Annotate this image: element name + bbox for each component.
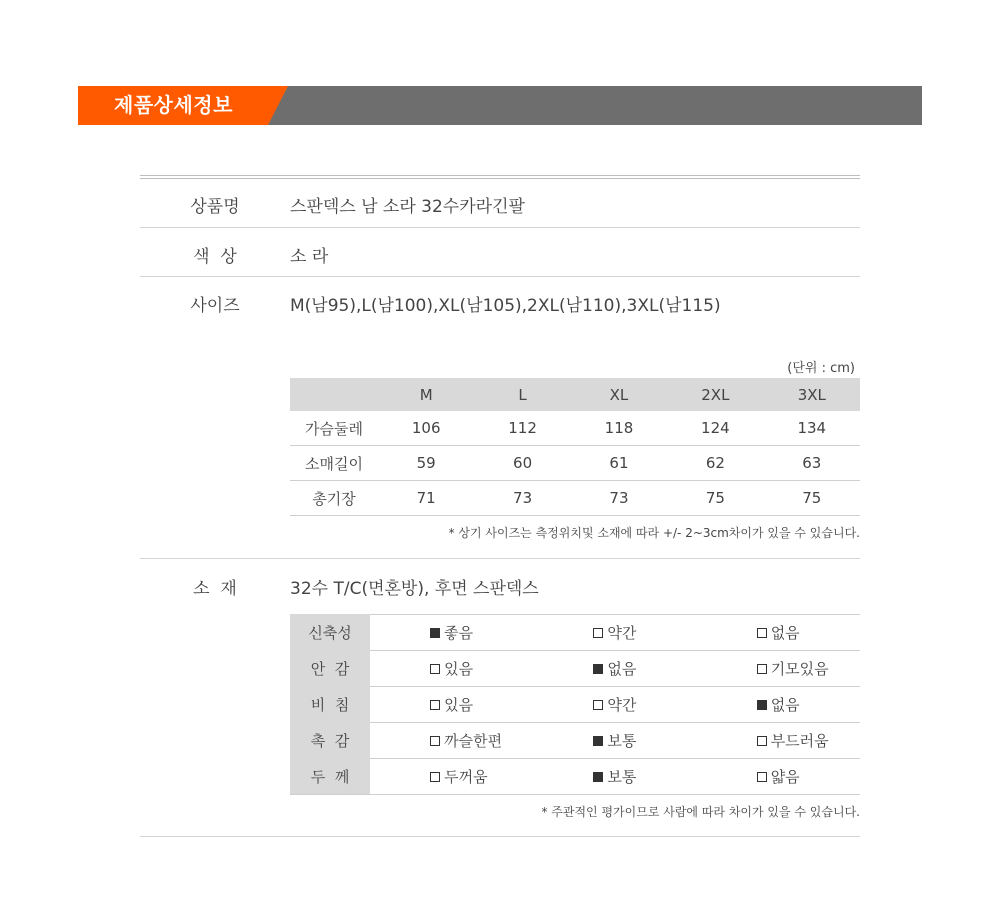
size-cell: 75 — [764, 481, 860, 516]
divider — [140, 558, 860, 559]
checkbox-empty-icon — [757, 736, 767, 746]
size-cell: 61 — [571, 446, 667, 481]
option-label: 보통 — [607, 732, 637, 750]
size-cell: 73 — [474, 481, 570, 516]
table-row — [290, 481, 860, 516]
size-col-header: XL — [571, 378, 667, 411]
size-cell: 106 — [378, 411, 474, 446]
table-row — [290, 759, 860, 795]
size-cell: 118 — [571, 411, 667, 446]
table-row — [290, 446, 860, 481]
checkbox-filled-icon — [593, 664, 603, 674]
fabric-option — [533, 759, 696, 795]
size-cell: 63 — [764, 446, 860, 481]
fabric-option — [697, 759, 860, 795]
fabric-option — [370, 759, 533, 795]
checkbox-filled-icon — [593, 736, 603, 746]
size-col-header: 2XL — [667, 378, 763, 411]
bottom-divider — [140, 836, 860, 837]
product-name-value: 스판덱스 남 소라 32수카라긴팔 — [290, 197, 525, 217]
size-note: * 상기 사이즈는 측정위치및 소재에 따라 +/- 2~3cm차이가 있을 수 있습니다. — [448, 526, 860, 540]
size-table-header — [290, 378, 860, 411]
top-divider — [140, 175, 860, 179]
fabric-row-name: 촉 감 — [290, 723, 370, 759]
size-unit: (단위 : cm) — [787, 361, 855, 376]
divider — [140, 227, 860, 228]
fabric-option — [370, 615, 533, 651]
option-label: 좋음 — [444, 624, 474, 642]
color-value: 소 라 — [290, 247, 329, 267]
size-cell: 75 — [667, 481, 763, 516]
table-row — [290, 411, 860, 446]
size-cell: 124 — [667, 411, 763, 446]
size-row-name: 총기장 — [290, 481, 378, 516]
fabric-row-name: 비 침 — [290, 687, 370, 723]
checkbox-empty-icon — [757, 664, 767, 674]
checkbox-empty-icon — [593, 700, 603, 710]
size-row-name: 가슴둘레 — [290, 411, 378, 446]
fabric-option — [697, 615, 860, 651]
fabric-row-name: 신축성 — [290, 615, 370, 651]
checkbox-filled-icon — [593, 772, 603, 782]
checkbox-empty-icon — [430, 772, 440, 782]
option-label: 까슬한편 — [444, 732, 503, 750]
option-label: 없음 — [770, 696, 800, 714]
option-label: 있음 — [444, 660, 474, 678]
fabric-option — [697, 687, 860, 723]
size-col-header: M — [378, 378, 474, 411]
checkbox-empty-icon — [757, 628, 767, 638]
fabric-row-name: 안 감 — [290, 651, 370, 687]
section-title: 제품상세정보 — [114, 93, 233, 117]
fabric-option — [697, 723, 860, 759]
size-cell: 59 — [378, 446, 474, 481]
table-row — [290, 723, 860, 759]
sizes-value: M(남95),L(남100),XL(남105),2XL(남110),3XL(남115) — [290, 296, 721, 316]
fabric-note: * 주관적인 평가이므로 사람에 따라 차이가 있을 수 있습니다. — [541, 805, 860, 819]
option-label: 약간 — [607, 696, 637, 714]
divider — [140, 276, 860, 277]
size-cell: 73 — [571, 481, 667, 516]
table-row — [290, 687, 860, 723]
checkbox-filled-icon — [757, 700, 767, 710]
size-cell: 62 — [667, 446, 763, 481]
option-label: 부드러움 — [770, 732, 829, 750]
sizes-label: 사이즈 — [190, 296, 240, 316]
product-name-label: 상품명 — [190, 197, 240, 217]
size-cell: 60 — [474, 446, 570, 481]
section-header-bar — [78, 86, 922, 125]
checkbox-empty-icon — [430, 736, 440, 746]
fabric-row-name: 두 께 — [290, 759, 370, 795]
option-label: 얇음 — [770, 768, 800, 786]
checkbox-empty-icon — [430, 700, 440, 710]
fabric-option — [370, 651, 533, 687]
size-col-header: L — [474, 378, 570, 411]
fabric-option — [533, 687, 696, 723]
option-label: 보통 — [607, 768, 637, 786]
color-label: 색 상 — [193, 247, 237, 267]
checkbox-empty-icon — [430, 664, 440, 674]
option-label: 없음 — [607, 660, 637, 678]
size-table-corner — [290, 378, 378, 411]
option-label: 약간 — [607, 624, 637, 642]
table-row — [290, 615, 860, 651]
option-label: 없음 — [770, 624, 800, 642]
option-label: 기모있음 — [770, 660, 829, 678]
fabric-option — [697, 651, 860, 687]
size-row-name: 소매길이 — [290, 446, 378, 481]
fabric-option — [370, 723, 533, 759]
material-value: 32수 T/C(면혼방), 후면 스판덱스 — [290, 579, 539, 599]
fabric-option — [370, 687, 533, 723]
table-row — [290, 651, 860, 687]
fabric-option — [533, 651, 696, 687]
size-cell: 112 — [474, 411, 570, 446]
option-label: 있음 — [444, 696, 474, 714]
size-cell: 134 — [764, 411, 860, 446]
size-cell: 71 — [378, 481, 474, 516]
fabric-option — [533, 615, 696, 651]
fabric-option — [533, 723, 696, 759]
size-col-header: 3XL — [764, 378, 860, 411]
section-header-tab — [78, 86, 288, 125]
checkbox-empty-icon — [757, 772, 767, 782]
material-label: 소 재 — [193, 579, 237, 599]
checkbox-filled-icon — [430, 628, 440, 638]
option-label: 두꺼움 — [444, 768, 488, 786]
size-table — [290, 378, 860, 516]
fabric-table — [290, 614, 860, 795]
checkbox-empty-icon — [593, 628, 603, 638]
